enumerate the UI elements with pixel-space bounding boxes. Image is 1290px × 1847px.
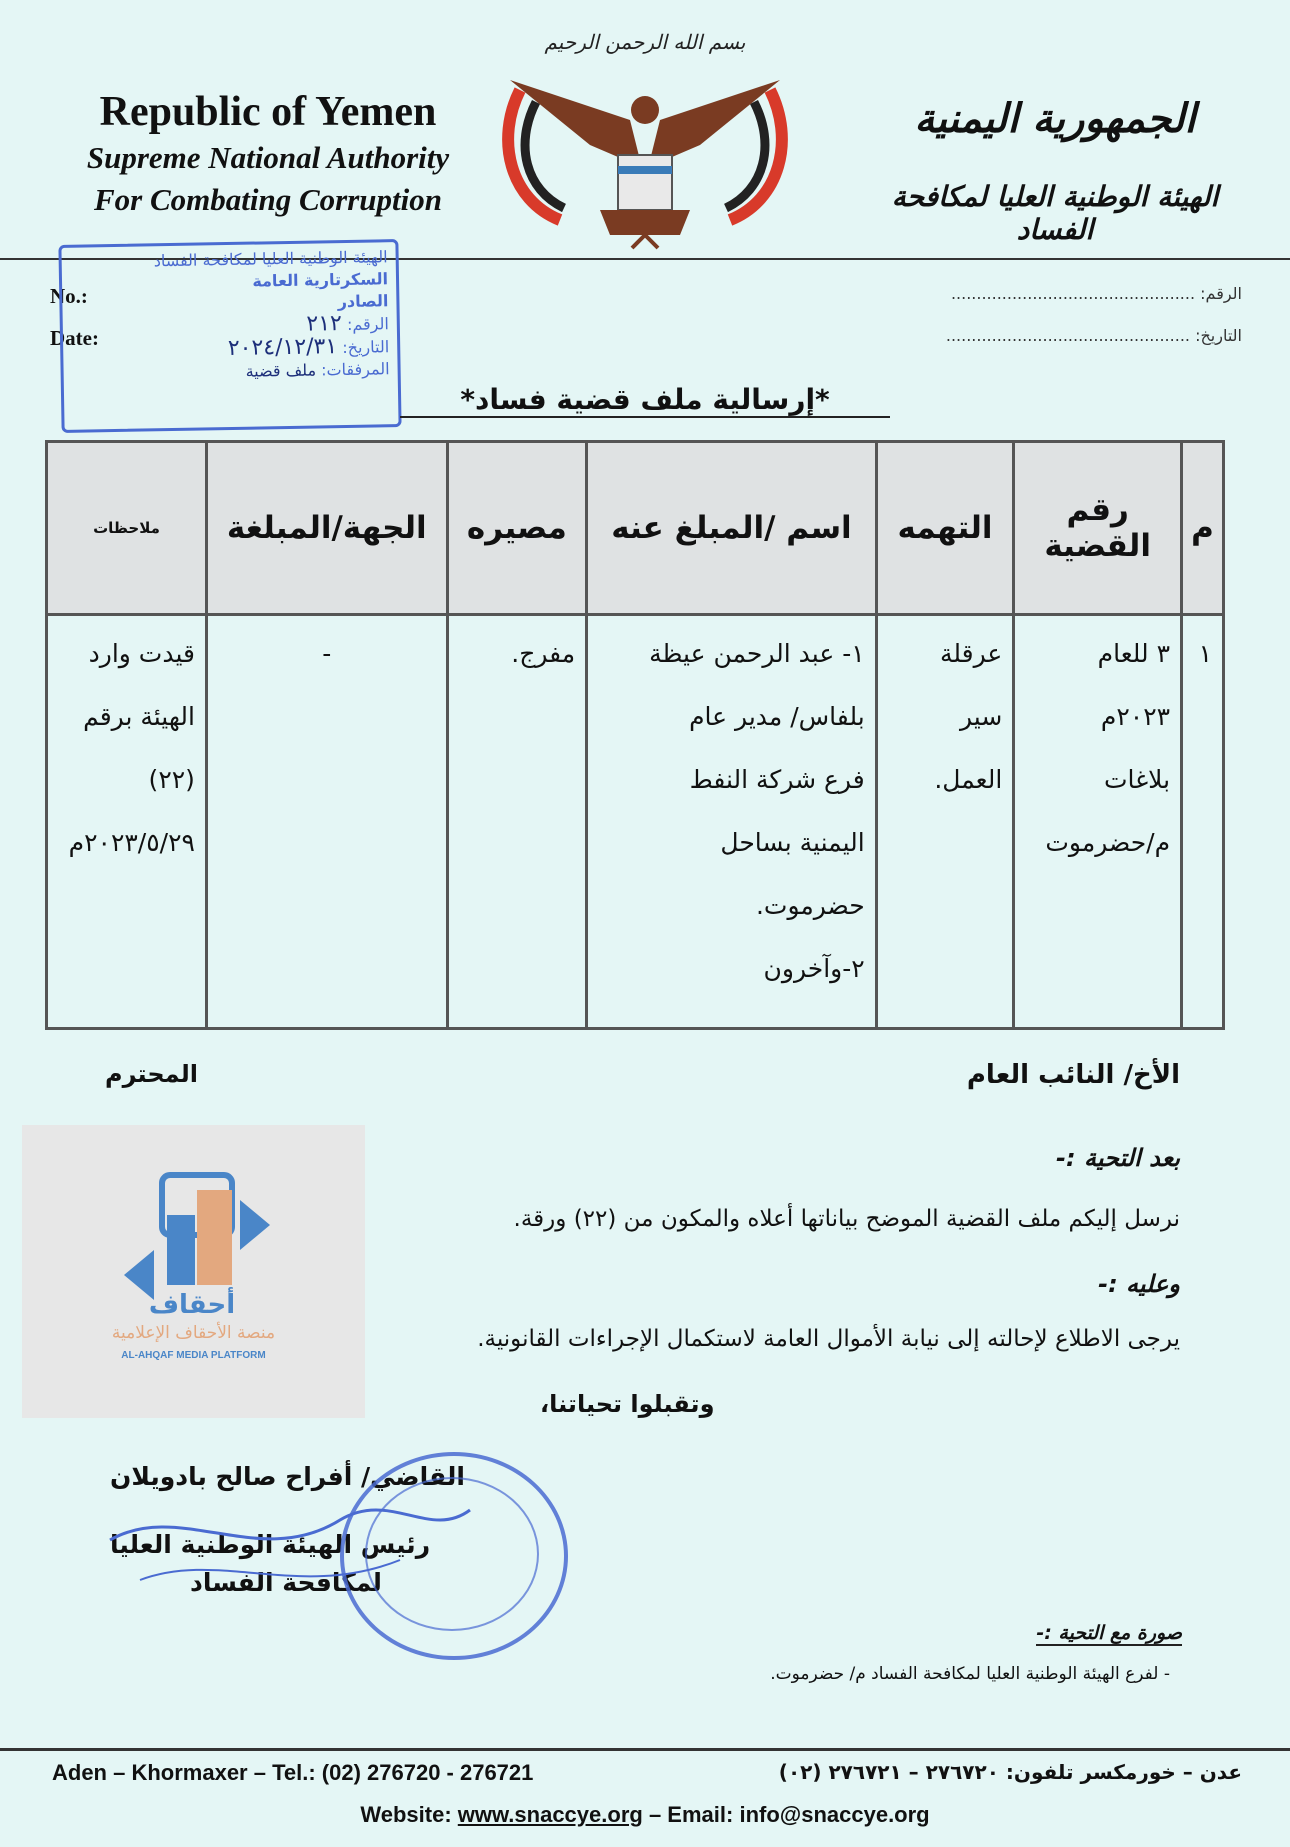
stamp-attach-label: المرفقات: xyxy=(320,359,390,380)
signature-scribble-icon xyxy=(100,1480,480,1620)
case-number-cell xyxy=(1015,616,1180,880)
name-line: حضرموت. xyxy=(755,891,865,920)
therefore-label: وعليه :- xyxy=(1098,1270,1180,1298)
date-label-ar: التاريخ: xyxy=(1195,326,1242,345)
en-authority-line1: Supreme National Authority xyxy=(86,140,450,175)
no-label-en: No.: xyxy=(50,284,88,308)
stamp-line3: الصادر xyxy=(337,291,389,312)
no-dots: ................................................ xyxy=(950,284,1196,303)
table-header-row xyxy=(47,442,1224,615)
email-label: – Email: xyxy=(648,1802,734,1827)
signatory-title-2: لمكافحة الفساد xyxy=(190,1568,382,1597)
name-line: فرع شركة النفط xyxy=(689,765,865,794)
header-reporting-party: الجهة/المبلغة xyxy=(206,442,447,615)
fate-cell: مفرج. xyxy=(511,639,576,668)
watermark-en: AL-AHQAF MEDIA PLATFORM xyxy=(121,1350,266,1361)
cc-label: صورة مع التحية :- xyxy=(1036,1622,1182,1644)
footer-divider xyxy=(0,1748,1290,1751)
en-country-title: Republic of Yemen xyxy=(99,89,437,135)
notes-line: (٢٢) xyxy=(148,765,195,794)
footer-contact xyxy=(0,1802,1290,1828)
watermark-ar: منصة الأحقاف الإعلامية xyxy=(111,1323,276,1343)
no-field-ar xyxy=(951,284,1242,303)
outgoing-stamp xyxy=(58,239,401,433)
signatory-title-1: رئيس الهيئة الوطنية العليا xyxy=(110,1530,431,1559)
reporter-cell: - xyxy=(322,639,332,668)
stamp-line1: الهيئة الوطنية العليا لمكافحة الفساد xyxy=(153,247,388,271)
closing: وتقبلوا تحياتنا، xyxy=(540,1390,715,1418)
reported-names-cell xyxy=(588,616,874,1006)
case-table xyxy=(45,440,1225,1030)
document-title: *إرسالية ملف قضية فساد* xyxy=(400,383,890,418)
stamp-number-value: ٢١٢ xyxy=(306,311,343,337)
footer-address-en: Aden – Khormaxer – Tel.: (02) 276720 - 276721 xyxy=(52,1760,534,1785)
website-link[interactable]: www.snaccye.org xyxy=(457,1802,643,1827)
charge-line: عرقلة xyxy=(939,639,1003,668)
basmala: بسم الله الرحمن الرحيم xyxy=(544,30,746,54)
header-notes: ملاحظات xyxy=(47,442,207,615)
greeting: بعد التحية :- xyxy=(1056,1144,1180,1172)
charge-cell xyxy=(878,616,1013,817)
notes-cell xyxy=(48,616,205,880)
case-no-line: بلاغات xyxy=(1103,765,1171,794)
ar-authority-name: الهيئة الوطنية العليا لمكافحة الفساد xyxy=(891,180,1219,246)
stamp-number-label: الرقم: xyxy=(346,314,389,334)
yemen-emblem-icon xyxy=(500,60,790,250)
paragraph-2: يرجى الاطلاع لإحالته إلى نيابة الأموال العامة لاستكمال الإجراءات القانونية. xyxy=(477,1326,1180,1352)
paragraph-1: نرسل إليكم ملف القضية الموضح بياناتها أعلاه والمكون من (٢٢) ورقة. xyxy=(513,1206,1180,1232)
email-address[interactable]: info@snaccye.org xyxy=(739,1802,930,1827)
signatory-name: القاضي/ أفراح صالح بادويلان xyxy=(110,1462,465,1491)
notes-line: ٢٠٢٣/٥/٢٩م xyxy=(68,828,195,857)
ar-country-title: الجمهورية اليمنية xyxy=(914,95,1196,142)
media-platform-watermark xyxy=(22,1125,365,1418)
case-no-line: ٣ للعام xyxy=(1097,639,1171,668)
notes-line: الهيئة برقم xyxy=(83,702,195,731)
header-index: م xyxy=(1182,442,1224,615)
stamp-date-label: التاريخ: xyxy=(342,337,390,358)
website-label: Website: xyxy=(360,1802,452,1827)
no-label-ar: الرقم: xyxy=(1200,284,1242,303)
addressee: الأخ/ النائب العام xyxy=(966,1060,1180,1090)
stamp-attach-value: ملف قضية xyxy=(245,360,317,381)
name-line: اليمنية بساحل xyxy=(720,828,865,857)
notes-line: قيدت وارد xyxy=(88,639,195,668)
date-label-en: Date: xyxy=(50,326,99,350)
header-reported-name: اسم /المبلغ عنه xyxy=(587,442,876,615)
date-field-ar xyxy=(946,326,1242,345)
charge-line: العمل. xyxy=(934,765,1003,794)
cc-item: - لفرع الهيئة الوطنية العليا لمكافحة الفساد م/ حضرموت. xyxy=(770,1664,1170,1684)
name-line: ٢-وآخرون xyxy=(763,954,865,983)
date-dots: ................................................ xyxy=(945,326,1190,345)
stamp-line2: السكرتارية العامة xyxy=(252,269,389,291)
footer-address-ar: عدن – خورمكسر تلفون: ٢٧٦٧٢٠ – ٢٧٦٧٢١ (٠٢) xyxy=(778,1760,1242,1784)
name-line: ١- عبد الرحمن عيظة xyxy=(649,639,865,668)
header-case-no: رقم القضية xyxy=(1014,442,1182,615)
header-fate: مصيره xyxy=(447,442,587,615)
name-line: بلفاس/ مدير عام xyxy=(689,702,865,731)
charge-line: سير xyxy=(959,702,1003,731)
row-index: ١ xyxy=(1198,639,1212,668)
header-charge: التهمه xyxy=(876,442,1014,615)
respected-label: المحترم xyxy=(105,1060,198,1088)
table-row xyxy=(47,615,1224,1029)
stamp-date-value: ٢٠٢٤/١٢/٣١ xyxy=(227,334,338,362)
stamp-attach-row xyxy=(71,358,389,386)
case-no-line: ٢٠٢٣م xyxy=(1100,702,1171,731)
logo-mark-text: أحقاف xyxy=(148,1290,236,1320)
en-authority-line2: For Combating Corruption xyxy=(93,182,442,217)
case-no-line: م/حضرموت xyxy=(1045,828,1171,857)
